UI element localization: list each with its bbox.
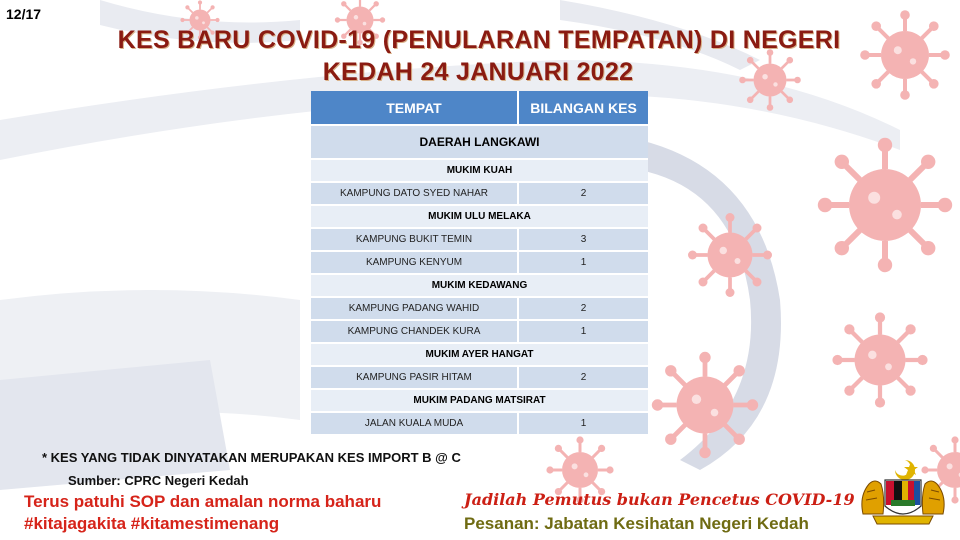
place-cell: JALAN KUALA MUDA xyxy=(311,412,518,435)
message-credit: Pesanan: Jabatan Kesihatan Negeri Kedah xyxy=(464,514,809,533)
place-cell: KAMPUNG PADANG WAHID xyxy=(311,297,518,320)
count-cell: 1 xyxy=(518,412,648,435)
mukim-row xyxy=(311,159,648,182)
place-cell: KAMPUNG CHANDEK KURA xyxy=(311,320,518,343)
count-cell: 2 xyxy=(518,182,648,205)
table-row xyxy=(311,228,648,251)
slogan-text: Jadilah Pemutus bukan Pencetus COVID-19 xyxy=(464,490,855,509)
cases-table xyxy=(311,91,648,436)
mukim-label: MUKIM KEDAWANG xyxy=(311,274,648,297)
header-count: BILANGAN KES xyxy=(518,91,648,125)
mukim-row xyxy=(311,205,648,228)
page-title-line-1: KES BARU COVID-19 (PENULARAN TEMPATAN) DI NEGERI xyxy=(117,26,841,54)
page-title-line-2: KEDAH 24 JANUARI 2022 xyxy=(322,58,634,86)
mukim-label: MUKIM AYER HANGAT xyxy=(311,343,648,366)
place-cell: KAMPUNG DATO SYED NAHAR xyxy=(311,182,518,205)
source-text: Sumber: CPRC Negeri Kedah xyxy=(68,473,249,488)
table-row xyxy=(311,297,648,320)
mukim-label: MUKIM KUAH xyxy=(311,159,648,182)
count-cell: 2 xyxy=(518,297,648,320)
table-row xyxy=(311,182,648,205)
count-cell: 1 xyxy=(518,320,648,343)
mukim-row xyxy=(311,274,648,297)
sop-reminder: Terus patuhi SOP dan amalan norma baharu xyxy=(24,492,382,511)
count-cell: 2 xyxy=(518,366,648,389)
mukim-label: MUKIM ULU MELAKA xyxy=(311,205,648,228)
table-header-row xyxy=(311,91,648,125)
coat-of-arms-icon xyxy=(855,456,951,528)
mukim-label: MUKIM PADANG MATSIRAT xyxy=(311,389,648,412)
daerah-row xyxy=(311,125,648,159)
place-cell: KAMPUNG PASIR HITAM xyxy=(311,366,518,389)
mukim-row xyxy=(311,389,648,412)
table-row xyxy=(311,251,648,274)
page-number: 12/17 xyxy=(6,6,42,22)
count-cell: 3 xyxy=(518,228,648,251)
count-cell: 1 xyxy=(518,251,648,274)
mukim-row xyxy=(311,343,648,366)
header-place: TEMPAT xyxy=(311,91,518,125)
table-row xyxy=(311,412,648,435)
hashtags: #kitajagakita #kitamestimenang xyxy=(24,514,280,533)
daerah-label: DAERAH LANGKAWI xyxy=(311,125,648,159)
place-cell: KAMPUNG BUKIT TEMIN xyxy=(311,228,518,251)
table-row xyxy=(311,320,648,343)
place-cell: KAMPUNG KENYUM xyxy=(311,251,518,274)
table-row xyxy=(311,366,648,389)
import-note: * KES YANG TIDAK DINYATAKAN MERUPAKAN KES IMPORT B @ C xyxy=(42,450,461,465)
